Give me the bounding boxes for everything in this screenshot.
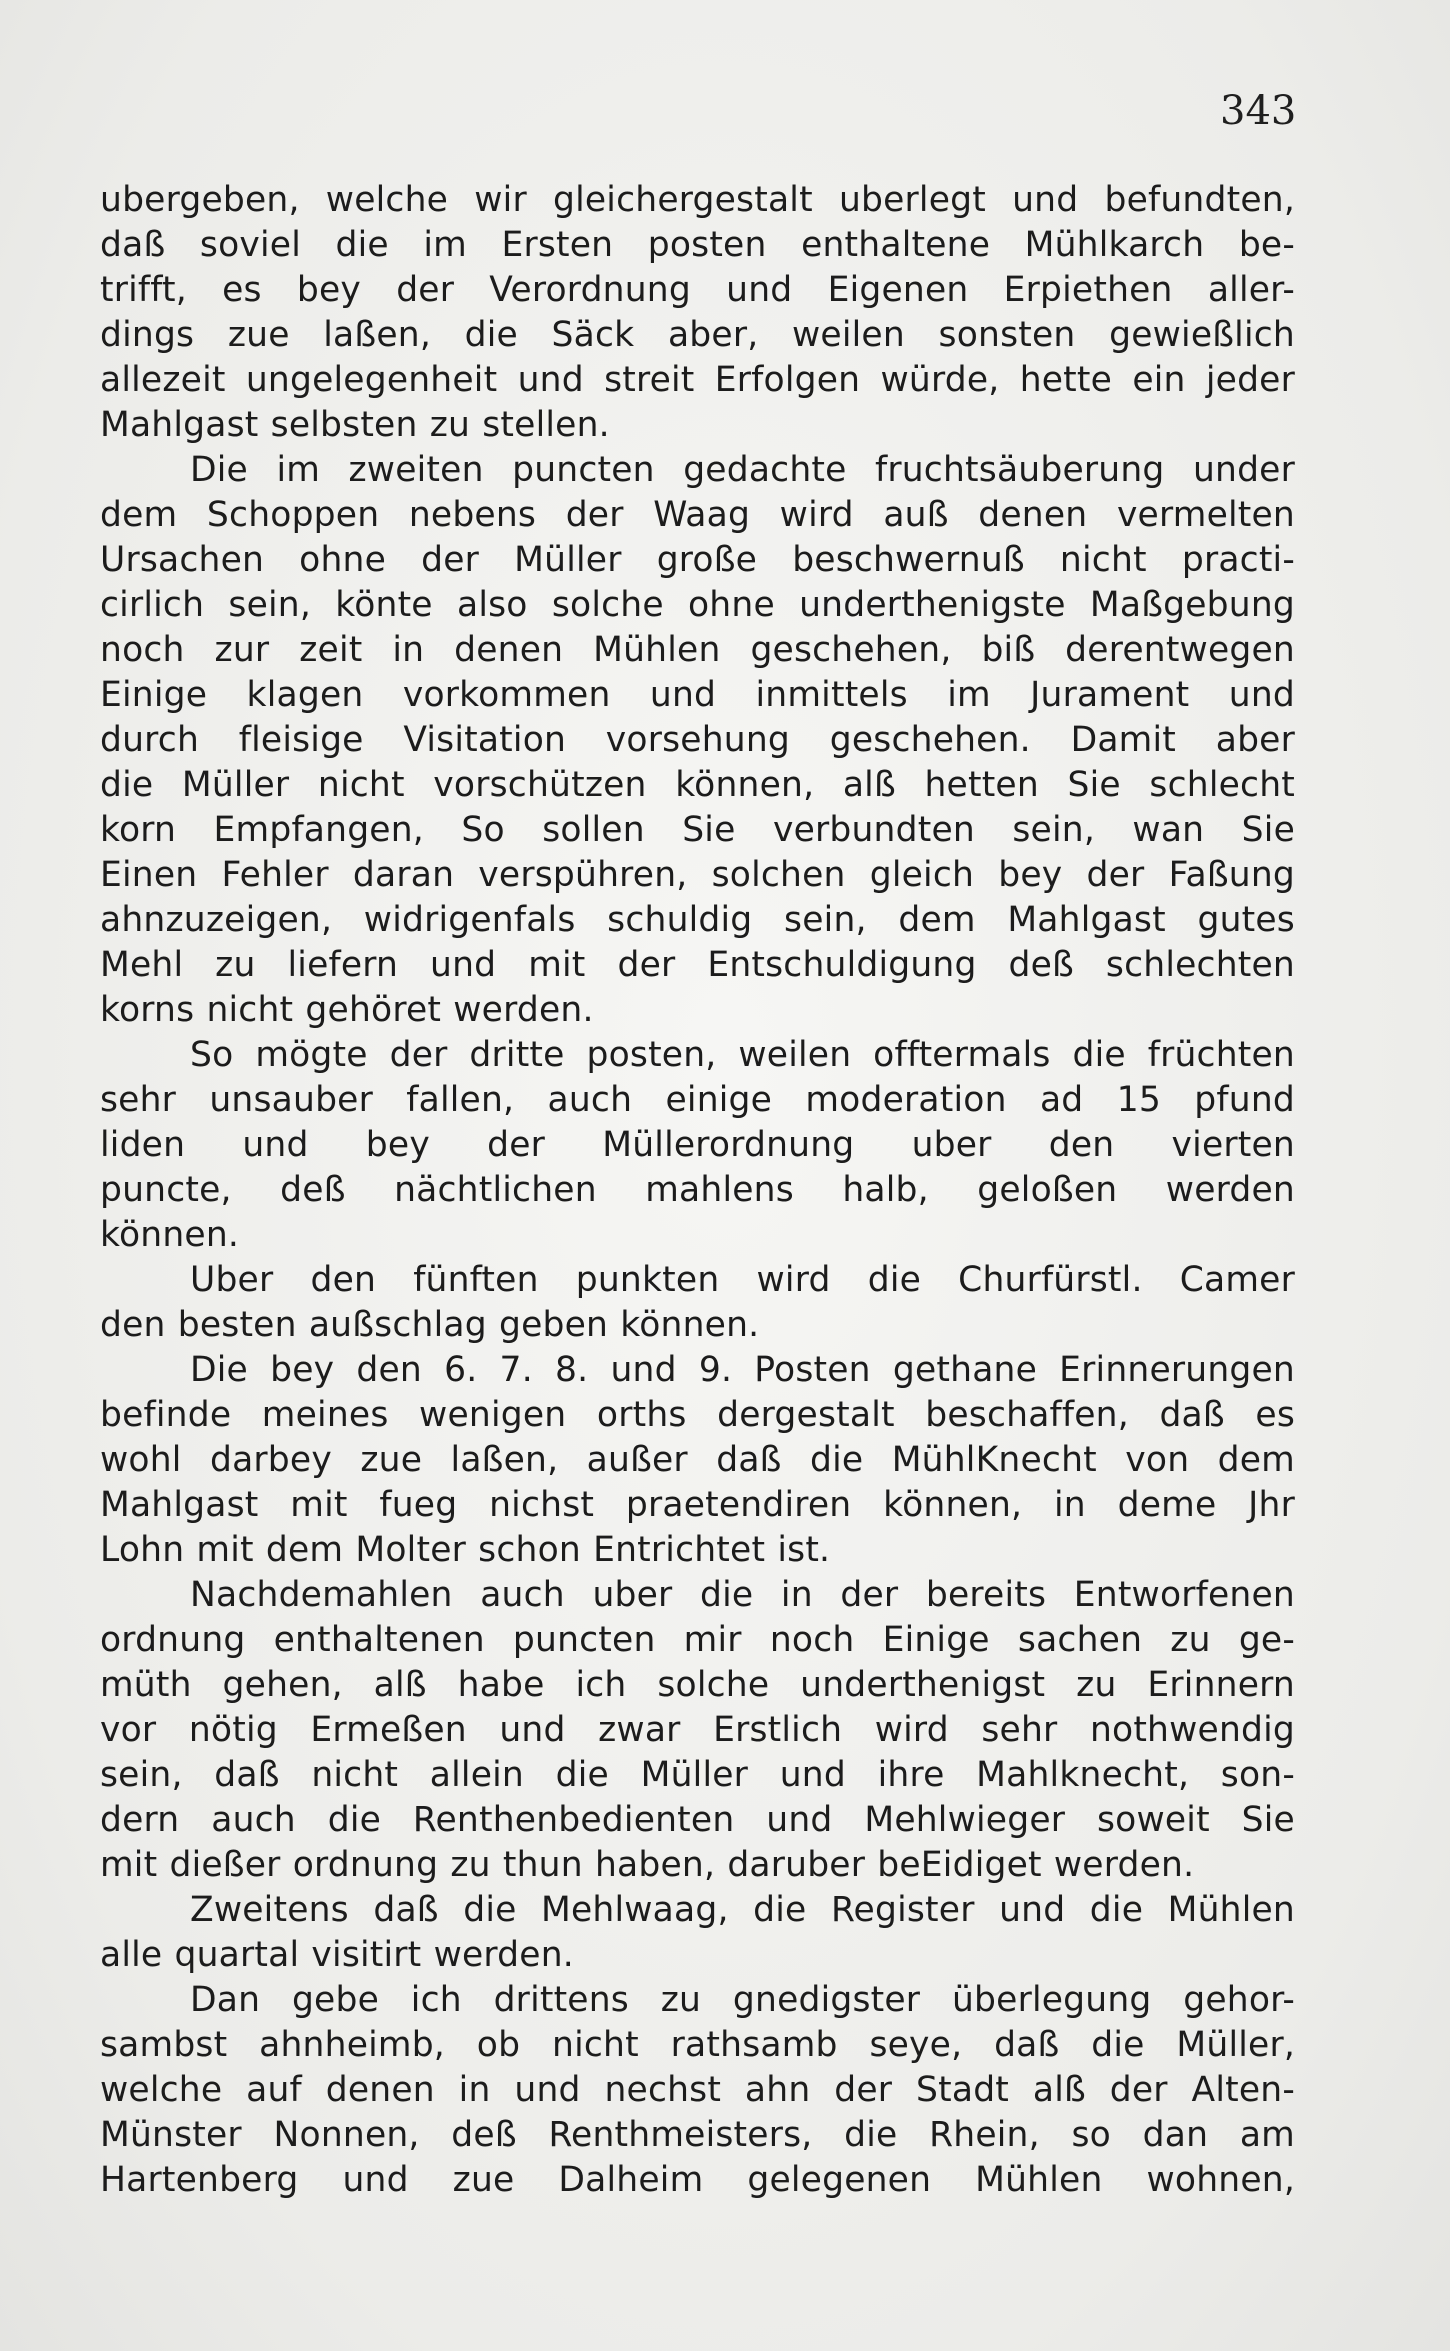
text-line: Mahlgast selbsten zu stellen. [100, 405, 610, 445]
text-line: Einen Fehler daran verspühren, solchen gleich bey der Faßung [100, 855, 1295, 895]
text-line: dern auch die Renthenbedienten und Mehlwieger soweit Sie [100, 1800, 1295, 1840]
text-line: durch fleisige Visitation vorsehung geschehen. Damit aber [100, 720, 1295, 760]
text-line: dem Schoppen nebens der Waag wird auß denen vermelten [100, 495, 1295, 535]
text-line: puncte, deß nächtlichen mahlens halb, geloßen werden [100, 1170, 1295, 1210]
text-line: noch zur zeit in denen Mühlen geschehen, biß derentwegen [100, 630, 1295, 670]
text-line: Nachdemahlen auch uber die in der bereits Entworfenen [190, 1575, 1295, 1615]
text-line: Dan gebe ich drittens zu gnedigster überlegung gehor- [190, 1980, 1295, 2020]
text-line: allezeit ungelegenheit und streit Erfolgen würde, hette ein jeder [100, 360, 1295, 400]
text-line: Ursachen ohne der Müller große beschwernuß nicht practi- [100, 540, 1295, 580]
text-line: Uber den fünften punkten wird die Churfürstl. Camer [190, 1260, 1295, 1300]
text-line: Zweitens daß die Mehlwaag, die Register und die Mühlen [190, 1890, 1295, 1930]
text-line: wohl darbey zue laßen, außer daß die MühlKnecht von dem [100, 1440, 1295, 1480]
text-line: welche auf denen in und nechst ahn der Stadt alß der Alten- [100, 2070, 1295, 2110]
text-line: den besten außschlag geben können. [100, 1305, 760, 1345]
text-line: Einige klagen vorkommen und inmittels im Jurament und [100, 675, 1295, 715]
text-line: Hartenberg und zue Dalheim gelegenen Mühlen wohnen, [100, 2160, 1295, 2200]
body-text [100, 178, 1295, 2203]
text-line: ordnung enthaltenen puncten mir noch Einige sachen zu ge- [100, 1620, 1295, 1660]
text-line: sambst ahnheimb, ob nicht rathsamb seye, daß die Müller, [100, 2025, 1295, 2065]
text-line: Mahlgast mit fueg nichst praetendiren können, in deme Jhr [100, 1485, 1295, 1525]
text-line: sein, daß nicht allein die Müller und ihre Mahlknecht, son- [100, 1755, 1295, 1795]
text-line: korns nicht gehöret werden. [100, 990, 594, 1030]
text-line: alle quartal visitirt werden. [100, 1935, 574, 1975]
text-line: sehr unsauber fallen, auch einige moderation ad 15 pfund [100, 1080, 1295, 1120]
text-line: müth gehen, alß habe ich solche underthenigst zu Erinnern [100, 1665, 1295, 1705]
text-line: Münster Nonnen, deß Renthmeisters, die Rhein, so dan am [100, 2115, 1295, 2155]
text-line: vor nötig Ermeßen und zwar Erstlich wird sehr nothwendig [100, 1710, 1295, 1750]
text-line: liden und bey der Müllerordnung uber den vierten [100, 1125, 1295, 1165]
text-line: ahnzuzeigen, widrigenfals schuldig sein, dem Mahlgast gutes [100, 900, 1295, 940]
text-line: trifft, es bey der Verordnung und Eigenen Erpiethen aller- [100, 270, 1295, 310]
text-line: cirlich sein, könte also solche ohne underthenigste Maßgebung [100, 585, 1295, 625]
text-line: So mögte der dritte posten, weilen offtermals die früchten [190, 1035, 1295, 1075]
text-line: korn Empfangen, So sollen Sie verbundten sein, wan Sie [100, 810, 1295, 850]
text-line: daß soviel die im Ersten posten enthaltene Mühlkarch be- [100, 225, 1295, 265]
text-line: können. [100, 1215, 240, 1255]
text-line: ubergeben, welche wir gleichergestalt uberlegt und befundten, [100, 180, 1295, 220]
text-line: dings zue laßen, die Säck aber, weilen sonsten gewießlich [100, 315, 1295, 355]
text-line: die Müller nicht vorschützen können, alß hetten Sie schlecht [100, 765, 1295, 805]
text-line: Lohn mit dem Molter schon Entrichtet ist. [100, 1530, 831, 1570]
text-line: Die im zweiten puncten gedachte fruchtsäuberung under [190, 450, 1295, 490]
text-line: Mehl zu liefern und mit der Entschuldigung deß schlechten [100, 945, 1295, 985]
text-line: mit dießer ordnung zu thun haben, daruber beEidiget werden. [100, 1845, 1195, 1885]
text-line: befinde meines wenigen orths dergestalt beschaffen, daß es [100, 1395, 1295, 1435]
page-number: 343 [1220, 88, 1297, 134]
text-line: Die bey den 6. 7. 8. und 9. Posten gethane Erinnerungen [190, 1350, 1295, 1390]
